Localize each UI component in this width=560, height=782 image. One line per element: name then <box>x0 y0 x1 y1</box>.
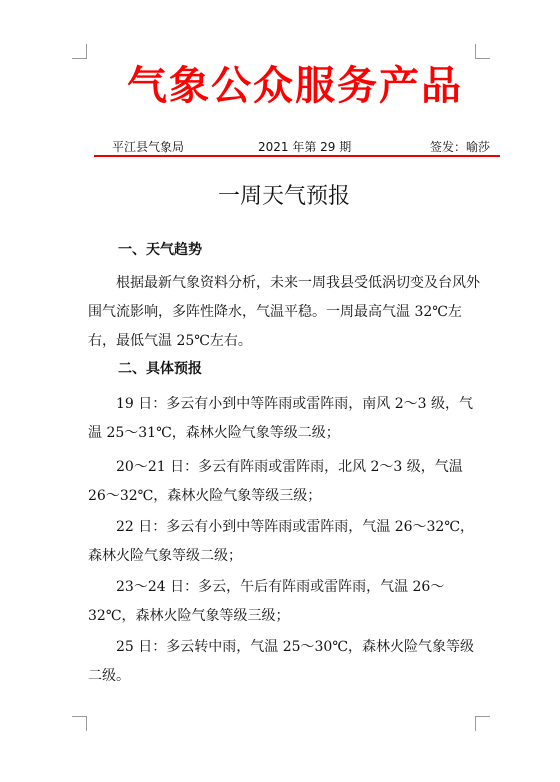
forecast-paragraph-19: 19 日：多云有小到中等阵雨或雷阵雨，南风 2～3 级，气温 25～31℃，森林火险气象等级二级； <box>88 396 473 441</box>
signer: 签发：喻莎 <box>429 140 490 154</box>
forecast-paragraph-25: 25 日：多云转中雨，气温 25～30℃，森林火险气象等级二级。 <box>88 639 475 684</box>
forecast-paragraph-22: 22 日：多云有小到中等阵雨或雷阵雨，气温 26～32℃，森林火险气象等级二级； <box>88 519 475 564</box>
paragraph-trend: 根据最新气象资料分析，未来一周我县受低涡切变及台风外围气流影响，多阵性降水，气温平稳。一周最高气温 32℃左右，最低气温 25℃左右。 <box>88 275 480 349</box>
document-title: 一周天气预报 <box>217 184 350 209</box>
forecast-paragraph-23-24: 23～24 日：多云，午后有阵雨或雷阵雨，气温 26～32℃，森林火险气象等级三级； <box>88 579 445 624</box>
red-divider-line <box>94 155 500 157</box>
masthead-title: 气象公众服务产品 <box>127 63 463 109</box>
section-heading-trend: 一、天气趋势 <box>118 242 202 258</box>
page-corner-mark-bottom-right <box>475 716 490 731</box>
section-heading-forecast: 二、具体预报 <box>118 361 202 377</box>
page-corner-mark-top-right <box>475 44 490 59</box>
issue-line <box>108 139 500 155</box>
forecast-paragraph-20-21: 20～21 日：多云有阵雨或雷阵雨，北风 2～3 级，气温 26～32℃，森林火险气象等级三级； <box>88 459 463 504</box>
page-corner-mark-bottom-left <box>72 716 87 731</box>
issuing-agency: 平江县气象局 <box>112 140 185 154</box>
page-corner-mark-top-left <box>72 44 87 59</box>
issue-number: 2021 年第 29 期 <box>258 140 352 154</box>
